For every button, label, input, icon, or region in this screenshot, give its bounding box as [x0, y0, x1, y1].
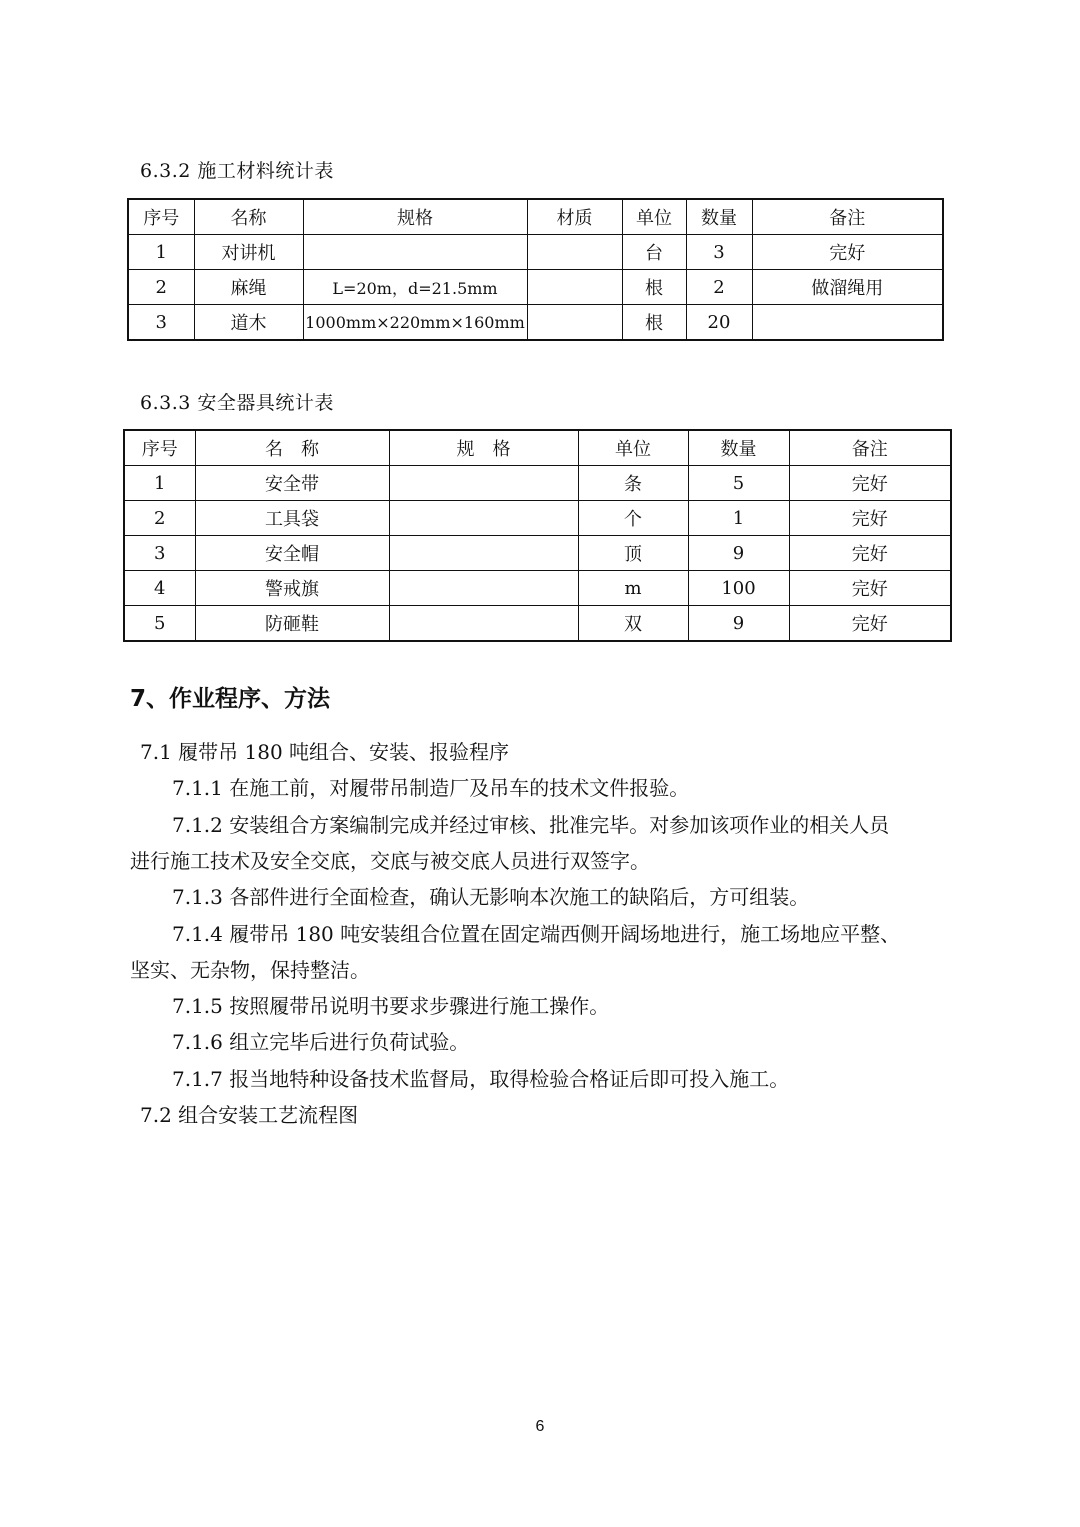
paragraph-7-1-4-line2: 坚实、无杂物，保持整洁。: [130, 958, 370, 982]
table-cell: 工具袋: [195, 501, 389, 536]
paragraph-7-1-6: 7.1.6 组立完毕后进行负荷试验。: [172, 1030, 470, 1054]
table-cell: 1000mm×220mm×160mm: [303, 305, 527, 341]
header-cell: 序号: [128, 199, 194, 235]
table-cell: [527, 270, 622, 305]
table-cell: 根: [622, 305, 686, 341]
paragraph-7-1-2-line1: 7.1.2 安装组合方案编制完成并经过审核、批准完毕。对参加该项作业的相关人员: [172, 813, 890, 837]
table-cell: 2: [686, 270, 752, 305]
caption-632: 6.3.2 施工材料统计表: [140, 160, 334, 182]
table-cell: 完好: [752, 235, 943, 270]
table-cell: [389, 536, 578, 571]
header-cell: 规 格: [389, 430, 578, 466]
paragraph-7-1-3: 7.1.3 各部件进行全面检查，确认无影响本次施工的缺陷后，方可组装。: [172, 885, 810, 909]
table-row: [128, 235, 943, 270]
table-cell: 9: [688, 536, 789, 571]
table-cell: 警戒旗: [195, 571, 389, 606]
table-cell: 麻绳: [194, 270, 303, 305]
table-cell: 根: [622, 270, 686, 305]
table-cell: 道木: [194, 305, 303, 341]
table-cell: 对讲机: [194, 235, 303, 270]
table-cell: 1: [128, 235, 194, 270]
header-cell: 单位: [622, 199, 686, 235]
table-cell: 安全带: [195, 466, 389, 501]
paragraph-7-1-1: 7.1.1 在施工前，对履带吊制造厂及吊车的技术文件报验。: [172, 776, 690, 800]
paragraph-7-1-4-line1: 7.1.4 履带吊 180 吨安装组合位置在固定端西侧开阔场地进行，施工场地应平整、: [172, 922, 901, 946]
header-cell: 序号: [124, 430, 195, 466]
table-cell: 顶: [578, 536, 688, 571]
table-cell: 3: [124, 536, 195, 571]
table-cell: 5: [688, 466, 789, 501]
table-row: [124, 606, 951, 642]
table-cell: 个: [578, 501, 688, 536]
table-cell: 1: [688, 501, 789, 536]
table-row: [124, 501, 951, 536]
header-cell: 单位: [578, 430, 688, 466]
table-cell: 完好: [789, 571, 951, 606]
table-cell: 完好: [789, 606, 951, 642]
table-cell: [303, 235, 527, 270]
header-cell: 名 称: [195, 430, 389, 466]
table-cell: [389, 571, 578, 606]
section-heading-7: 7、作业程序、方法: [130, 686, 331, 712]
table-cell: 安全帽: [195, 536, 389, 571]
paragraph-7-1-2-line2: 进行施工技术及安全交底，交底与被交底人员进行双签字。: [130, 849, 650, 873]
table-cell: 防砸鞋: [195, 606, 389, 642]
table-row: [124, 536, 951, 571]
page-number: 6: [535, 1418, 545, 1435]
table-cell: 完好: [789, 536, 951, 571]
subsection-heading-7-1: 7.1 履带吊 180 吨组合、安装、报验程序: [140, 740, 510, 764]
table-cell: 2: [124, 501, 195, 536]
table-row: [124, 466, 951, 501]
table-cell: L=20m，d=21.5mm: [303, 270, 527, 305]
safety-equipment-table: [123, 429, 952, 642]
table-cell: m: [578, 571, 688, 606]
header-cell: 数量: [686, 199, 752, 235]
table-row: [128, 270, 943, 305]
table-header-row: [128, 199, 943, 235]
table-cell: 20: [686, 305, 752, 341]
subsection-heading-7-2: 7.2 组合安装工艺流程图: [140, 1103, 359, 1127]
table-cell: 条: [578, 466, 688, 501]
table-cell: [389, 466, 578, 501]
table-cell: 双: [578, 606, 688, 642]
table-cell: [527, 235, 622, 270]
header-cell: 数量: [688, 430, 789, 466]
table-cell: [389, 501, 578, 536]
table-cell: [389, 606, 578, 642]
table-cell: 做溜绳用: [752, 270, 943, 305]
header-cell: 名称: [194, 199, 303, 235]
table-header-row: [124, 430, 951, 466]
table-cell: 4: [124, 571, 195, 606]
paragraph-7-1-7: 7.1.7 报当地特种设备技术监督局，取得检验合格证后即可投入施工。: [172, 1067, 790, 1091]
table-cell: 100: [688, 571, 789, 606]
table-cell: 完好: [789, 466, 951, 501]
table-cell: 5: [124, 606, 195, 642]
table-cell: 2: [128, 270, 194, 305]
caption-633: 6.3.3 安全器具统计表: [140, 392, 334, 414]
table-cell: 1: [124, 466, 195, 501]
header-cell: 备注: [789, 430, 951, 466]
header-cell: 材质: [527, 199, 622, 235]
header-cell: 备注: [752, 199, 943, 235]
paragraph-7-1-5: 7.1.5 按照履带吊说明书要求步骤进行施工操作。: [172, 994, 610, 1018]
table-cell: 台: [622, 235, 686, 270]
header-cell: 规格: [303, 199, 527, 235]
table-cell: 3: [128, 305, 194, 341]
materials-table: [127, 198, 944, 341]
table-cell: 完好: [789, 501, 951, 536]
table-cell: [527, 305, 622, 341]
table-row: [124, 571, 951, 606]
table-row: [128, 305, 943, 341]
table-cell: 9: [688, 606, 789, 642]
table-cell: 3: [686, 235, 752, 270]
table-cell: [752, 305, 943, 341]
